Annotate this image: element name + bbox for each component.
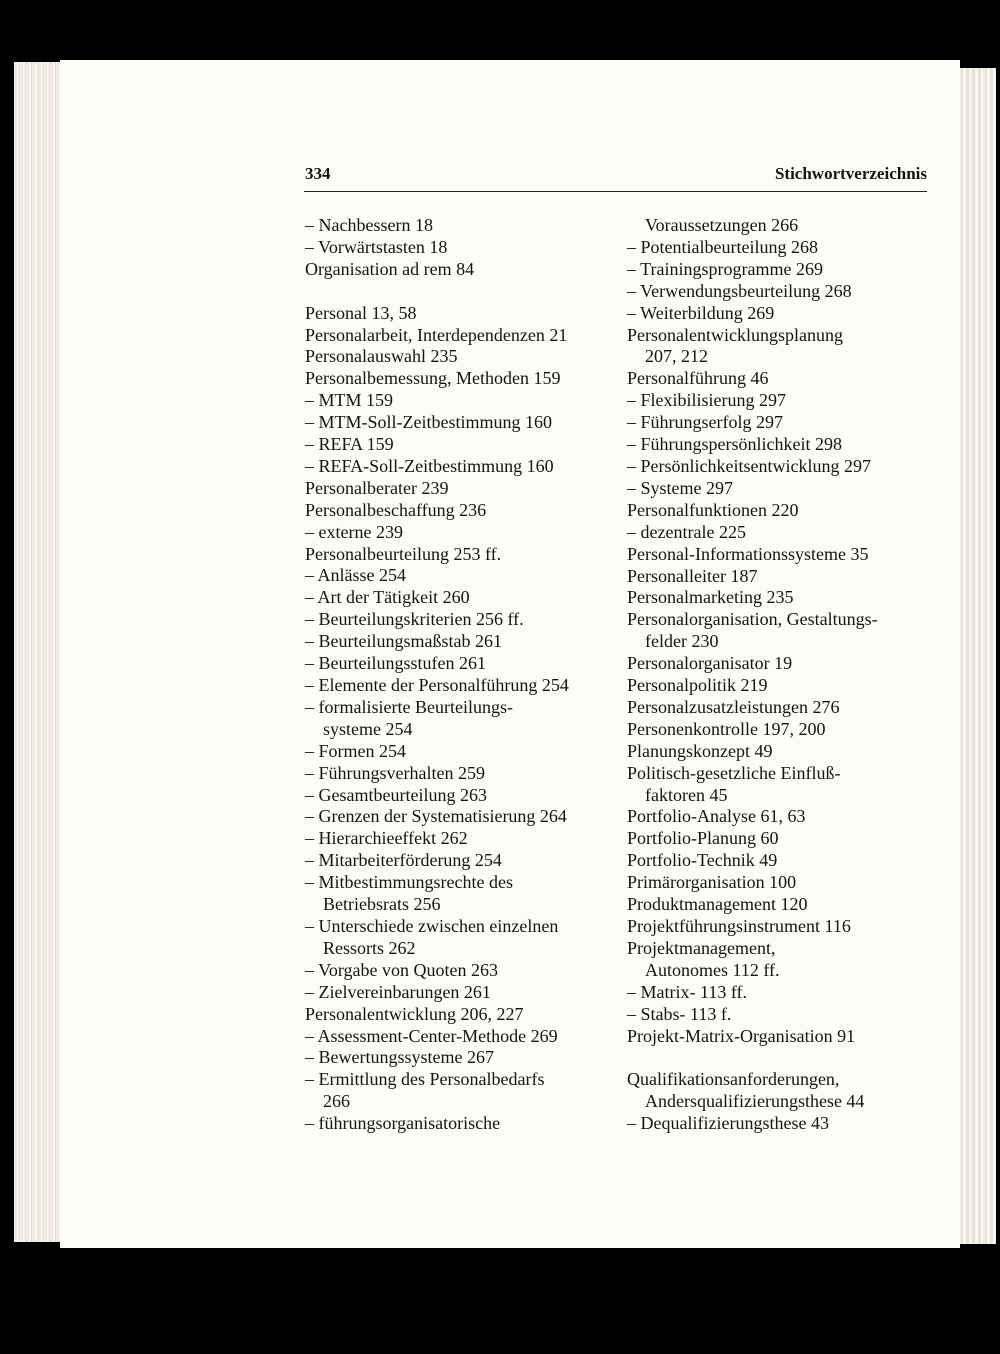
index-entry: – Dequalifizierungsthese 43 xyxy=(627,1113,829,1134)
index-entry: – Führungspersönlichkeit 298 xyxy=(627,434,842,455)
index-entry: – Flexibilisierung 297 xyxy=(627,390,786,411)
index-entry: – dezentrale 225 xyxy=(627,521,746,542)
index-entry: – Ermittlung des Personalbedarfs xyxy=(305,1069,545,1090)
index-entry: – Beurteilungsstufen 261 xyxy=(305,653,486,674)
index-entry: – formalisierte Beurteilungs- xyxy=(305,696,513,717)
index-entry: – Weiterbildung 269 xyxy=(627,302,775,323)
index-entry: Portfolio-Planung 60 xyxy=(627,828,779,849)
index-entry: – Unterschiede zwischen einzelnen xyxy=(305,915,559,936)
index-entry: Personalberater 239 xyxy=(305,477,449,498)
index-entry: – REFA 159 xyxy=(305,434,394,455)
index-entry: Personenkontrolle 197, 200 xyxy=(627,718,826,739)
index-entry: Projekt-Matrix-Organisation 91 xyxy=(627,1025,856,1046)
index-entry: – Vorgabe von Quoten 263 xyxy=(305,959,498,980)
index-entry: – Beurteilungsmaßstab 261 xyxy=(305,631,502,652)
index-entry: – Mitarbeiterförderung 254 xyxy=(305,850,502,871)
index-entry: Produktmanagement 120 xyxy=(627,894,808,915)
index-entry: Personalmarketing 235 xyxy=(627,587,794,608)
index-entry: – Assessment-Center-Methode 269 xyxy=(305,1025,558,1046)
index-entry: Personalarbeit, Interdependenzen 21 xyxy=(305,324,568,345)
index-entry: – Stabs- 113 f. xyxy=(627,1003,732,1024)
index-entry: – Bewertungssysteme 267 xyxy=(305,1047,494,1068)
index-entry: Personalleiter 187 xyxy=(627,565,758,586)
index-entry: Portfolio-Analyse 61, 63 xyxy=(627,806,806,827)
index-entry: Personalbeschaffung 236 xyxy=(305,499,487,520)
index-entry: – Vorwärtstasten 18 xyxy=(305,236,448,257)
index-entry-continuation: systeme 254 xyxy=(323,718,413,739)
index-entry: – Zielvereinbarungen 261 xyxy=(305,981,491,1002)
index-entry: Organisation ad rem 84 xyxy=(305,258,475,279)
blank-line xyxy=(305,281,605,303)
index-entry: Primärorganisation 100 xyxy=(627,872,797,893)
index-entry: – Mitbestimmungsrechte des xyxy=(305,872,513,893)
index-entry: – Persönlichkeitsentwicklung 297 xyxy=(627,455,871,476)
index-entry: – Nachbessern 18 xyxy=(305,215,433,235)
index-entry: Planungskonzept 49 xyxy=(627,740,773,761)
index-entry-continuation: Voraussetzungen 266 xyxy=(645,215,799,235)
index-entry-continuation: Ressorts 262 xyxy=(323,937,416,958)
index-entry-continuation: Andersqualifizierungsthese 44 xyxy=(645,1091,865,1112)
index-entry-continuation: 207, 212 xyxy=(645,346,708,367)
running-header xyxy=(304,161,927,192)
index-entry: Personalpolitik 219 xyxy=(627,675,768,696)
index-entry: – Matrix- 113 ff. xyxy=(627,981,747,1002)
index-entry: – Verwendungsbeurteilung 268 xyxy=(627,280,852,301)
index-entry: Personalentwicklungsplanung xyxy=(627,324,843,345)
blank-line xyxy=(627,1047,927,1069)
index-entry: – Hierarchieeffekt 262 xyxy=(305,828,468,849)
index-entry: – Formen 254 xyxy=(305,740,406,761)
section-title: Stichwortverzeichnis xyxy=(774,164,927,183)
index-entry: – Trainingsprogramme 269 xyxy=(627,258,823,279)
index-entry-continuation: Autonomes 112 ff. xyxy=(645,959,780,980)
index-entry: – REFA-Soll-Zeitbestimmung 160 xyxy=(305,455,554,476)
index-entry: – Führungserfolg 297 xyxy=(627,412,783,433)
index-entry: – externe 239 xyxy=(305,521,403,542)
index-entry-continuation: Betriebsrats 256 xyxy=(323,894,441,915)
index-entry-continuation: felder 230 xyxy=(645,631,719,652)
index-entry: Personalauswahl 235 xyxy=(305,346,458,367)
index-entry: – Potentialbeurteilung 268 xyxy=(627,236,818,257)
index-entry: – MTM-Soll-Zeitbestimmung 160 xyxy=(305,412,552,433)
index-entry: Projektmanagement, xyxy=(627,937,776,958)
index-entry: – Anlässe 254 xyxy=(305,565,406,586)
index-entry: – Führungsverhalten 259 xyxy=(305,762,485,783)
index-entry: – Beurteilungskriterien 256 ff. xyxy=(305,609,524,630)
index-entry: – Systeme 297 xyxy=(627,477,733,498)
index-entry-continuation: 266 xyxy=(323,1091,350,1112)
index-entry: Personalorganisation, Gestaltungs- xyxy=(627,609,878,630)
index-entry: – führungsorganisatorische xyxy=(305,1113,501,1134)
book-page-edges-right xyxy=(960,68,996,1244)
index-entry: – Gesamtbeurteilung 263 xyxy=(305,784,487,805)
index-entry: Personalentwicklung 206, 227 xyxy=(305,1003,524,1024)
index-entry: Projektführungsinstrument 116 xyxy=(627,916,851,936)
index-column-left xyxy=(305,215,605,1135)
index-entry: Personal 13, 58 xyxy=(305,302,417,323)
index-entry: – MTM 159 xyxy=(305,390,394,411)
index-entry: Personalführung 46 xyxy=(627,368,769,389)
index-entry-continuation: faktoren 45 xyxy=(645,784,728,805)
index-entry: – Elemente der Personalführung 254 xyxy=(305,675,569,696)
index-entry: Politisch-gesetzliche Einfluß- xyxy=(627,762,841,783)
index-entry: Personalzusatzleistungen 276 xyxy=(627,696,840,717)
index-entry: – Art der Tätigkeit 260 xyxy=(305,587,470,608)
index-entry: Personalbeurteilung 253 ff. xyxy=(305,543,502,564)
index-entry: – Grenzen der Systematisierung 264 xyxy=(305,806,567,827)
index-entry: Portfolio-Technik 49 xyxy=(627,850,778,871)
index-entry: Qualifikationsanforderungen, xyxy=(627,1069,840,1090)
index-entry: Personalfunktionen 220 xyxy=(627,499,799,520)
index-entry: Personalorganisator 19 xyxy=(627,653,793,674)
index-entry: Personal-Informationssysteme 35 xyxy=(627,543,869,564)
page-number: 334 xyxy=(305,164,331,183)
index-column-right xyxy=(627,215,927,1135)
index-entry: Personalbemessung, Methoden 159 xyxy=(305,368,561,389)
